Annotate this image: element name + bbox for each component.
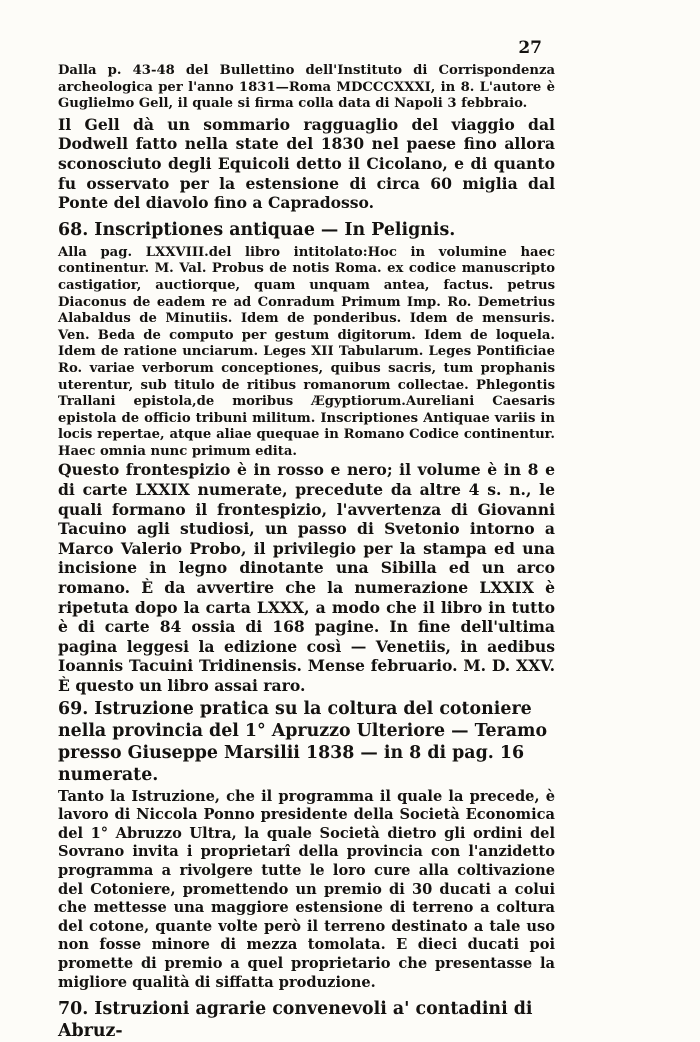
entry-68-description: Questo frontespizio è in rosso e nero; il volume è in 8 e di carte LXXIX numerate, precedute da altre 4 s. n., le quali formano il frontespizio, l'avvertenza di Giovanni Tacuino agli studiosi, un passo di Svetonio intorno a Marco Valerio Probo, il privilegio per la stampa ed una incisione in legno dinotante una Sibilla ed un arco romano. È da avvertire che la numerazione LXXIX è ripetuta dopo la carta LXXX, a modo che il libro in tutto è di carte 84 ossia di 168 pagine. In fine dell'ultima pagina leggesi la edizione così — Venetiis, in aedibus Ioannis Tacuini Tridinensis. Mense februario. M. D. XXV. È questo un libro assai raro.: [58, 460, 555, 695]
entry-68-catalog-title: Alla pag. LXXVIII.del libro intitolato:Hoc in volumine haec continentur. M. Val. Probus de notis Roma. ex codice manuscripto castigatior, auctiorque, quam unquam antea, factus. petrus Diaconus de eadem re ad Conradum Primum Imp. Ro. Demetrius Alabaldus de Minutiis. Idem de ponderibus. Idem de mensuris. Ven. Beda de computo per gestum digitorum. Idem de loquela. Idem de ratione unciarum. Leges XII Tabularum. Leges Pontificiae Ro. variae verborum conceptiones, quibus sacris, tum prophanis uterentur, sub titulo de ritibus romanorum collectae. Phlegontis Trallani epistola,de moribus Ægyptiorum.Aureliani Caesaris epistola de officio tribuni militum. Inscriptiones Antiquae variis in locis repertae, atque aliae quequae in Romano Codice continentur. Haec omnia nunc primum edita.: [58, 244, 555, 459]
source-note: Dalla p. 43-48 del Bullettino dell'Instituto di Corrispondenza archeologica per l'anno 1831—Roma MDCCCXXXI, in 8. L'autore è Guglielmo Gell, il quale si firma colla data di Napoli 3 febbraio.: [58, 63, 555, 112]
entry-69-title: 69. Istruzione pratica su la coltura del cotoniere nella provincia del 1° Apruzzo Ulteriore — Teramo presso Giuseppe Marsilii 1838 — in 8 di pag. 16 numerate.: [58, 698, 548, 785]
entry-69-description: Tanto la Istruzione, che il programma il quale la precede, è lavoro di Niccola Ponno presidente della Società Economica del 1° Abruzzo Ultra, la quale Società dietro gli ordini del Sovrano invita i proprietarî della provincia con l'anzidetto programma a rivolgere tutte le loro cure alla coltivazione del Cotoniere, promettendo un premio di 30 ducati a colui che mettesse una maggiore estensione di terreno a coltura del cotone, quante volte però il terreno destinato a tale uso non fosse minore di mezza tomolata. E dieci ducati poi promette di premio a quel proprietario che presentasse la migliore qualità di siffatta produzione.: [58, 787, 555, 991]
entry-70-title: 70. Istruzioni agrarie convenevoli a' contadini di Abruz-: [58, 999, 533, 1042]
entry-68-title: 68. Inscriptiones antiquae — In Pelignis.: [58, 219, 456, 240]
paragraph-gell-summary: Il Gell dà un sommario ragguaglio del viaggio dal Dodwell fatto nella state del 1830 nel paese fino allora sconosciuto degli Equicoli detto il Cicolano, e di quanto fu osservato per la estensione di circa 60 miglia dal Ponte del diavolo fino a Capradosso.: [58, 114, 555, 213]
page-text-column: [58, 63, 555, 1042]
page-number: 27: [518, 38, 542, 58]
